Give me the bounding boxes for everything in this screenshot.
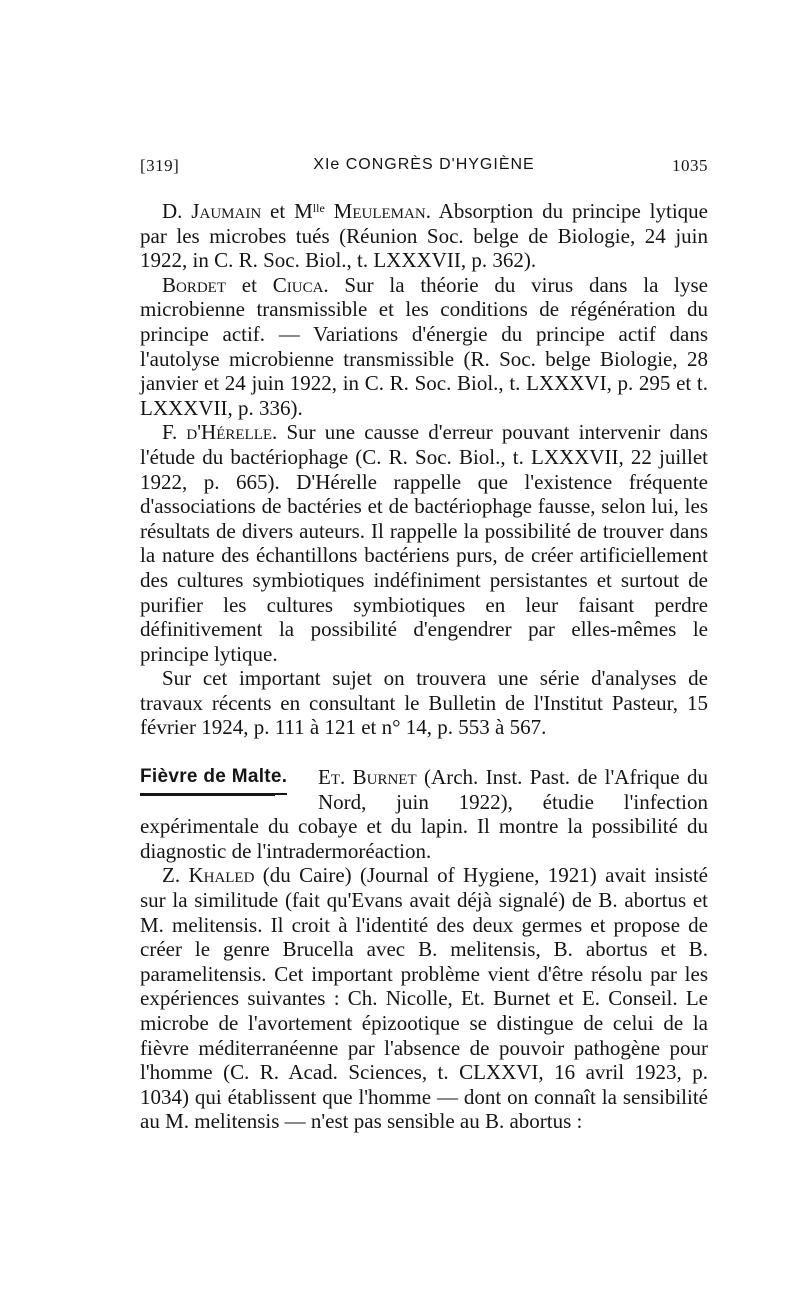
paragraph-text: . Sur une causse d'erreur pouvant intervenir dans l'étude du bactériophage (C. R. Soc. Biol., t. LXXXVII, 22 juillet 1922, p. 665). D'Hérelle rappelle que l'existence fréquente d'associations de bactéries et de bactériophage fausse, selon lui, les résultats de divers auteurs. Il rappelle la possibilité de trouver dans la nature des échantillons bactériens purs, de créer artificiellement des cultures symbiotiques indéfiniment persistantes et surtout de purifier les cultures symbiotiques en leur faisant perdre définitivement la possibilité d'engendrer par elles-mêmes le principe lytique.	[140, 420, 708, 666]
paragraph-text: (du Caire) (Journal of Hygiene, 1921) avait insisté sur la similitude (fait qu'Evans avait déjà signalé) de B. abortus et M. melitensis. Il croit à l'identité des deux germes et propose de créer le genre Brucella avec B. melitensis, B. abortus et B. paramelitensis. Cet important problème vient d'être résolu par les expériences suivantes : Ch. Nicolle, Et. Burnet et E. Conseil. Le microbe de l'avortement épizootique se distingue de celui de la fièvre méditerranéenne par l'absence de pouvoir pathogène pour l'homme (C. R. Acad. Sciences, t. CLXXVI, 16 avril 1923, p. 1034) qui établissent que l'homme — dont on connaît la sensibilité au M. melitensis — n'est pas sensible au B. abortus :	[140, 863, 708, 1134]
paragraph-bordet	[140, 273, 708, 421]
section-fievre-de-malte	[140, 765, 708, 1134]
section-heading-text: Fièvre de Malte.	[140, 765, 287, 795]
running-title: XIe CONGRÈS D'HYGIÈNE	[313, 156, 535, 173]
author-name: D. Jaumain	[162, 199, 262, 223]
author-name: Et. Burnet	[318, 765, 417, 790]
paragraph-jaumain	[140, 196, 708, 273]
heading-underline	[140, 795, 275, 796]
author-name: Bordet	[162, 272, 227, 297]
author-name: Meuleman	[324, 199, 426, 223]
author-connector: et	[226, 272, 273, 297]
paragraph-dherelle	[140, 420, 708, 666]
paragraph-text: (Arch. Inst. Past. de l'Afrique du Nord, juin 1922), étudie l'infection expérimentale du cobaye et du lapin. Il montre la possibilité du diagnostic de l'intradermoréaction.	[140, 765, 708, 863]
paragraph-text: Sur cet important sujet on trouvera une série d'analyses de travaux récents en consultant le Bulletin de l'Institut Pasteur, 15 février 1924, p. 111 à 121 et n° 14, p. 553 à 567.	[140, 666, 708, 740]
paragraph-text: . Absorption du principe lytique par les microbes tués (Réunion Soc. belge de Biologie, 24 juin 1922, in C. R. Soc. Biol., t. LXXXVII, p. 362).	[140, 199, 708, 273]
paragraph-khaled	[140, 863, 708, 1134]
bracket-page-number: [319]	[140, 156, 180, 175]
author-name: Ciuca	[272, 272, 324, 297]
folio-number: 1035	[672, 156, 708, 175]
author-name: Z. Khaled	[162, 863, 255, 888]
paragraph-text: . Sur la théorie du virus dans la lyse microbienne transmissible et les conditions de régénération du principe actif. — Variations d'énergie du principe actif dans l'autolyse microbienne transmissible (R. Soc. belge Biologie, 28 janvier et 24 juin 1922, in C. R. Soc. Biol., t. LXXXVI, p. 295 et t. LXXXVII, p. 336).	[140, 272, 709, 420]
author-connector: et M	[261, 199, 313, 223]
paragraph-bulletin	[140, 666, 708, 740]
author-name: F. d'Hérelle	[162, 420, 273, 445]
superscript: lle	[312, 201, 325, 215]
section-heading	[140, 765, 308, 796]
main-text	[140, 196, 708, 1134]
